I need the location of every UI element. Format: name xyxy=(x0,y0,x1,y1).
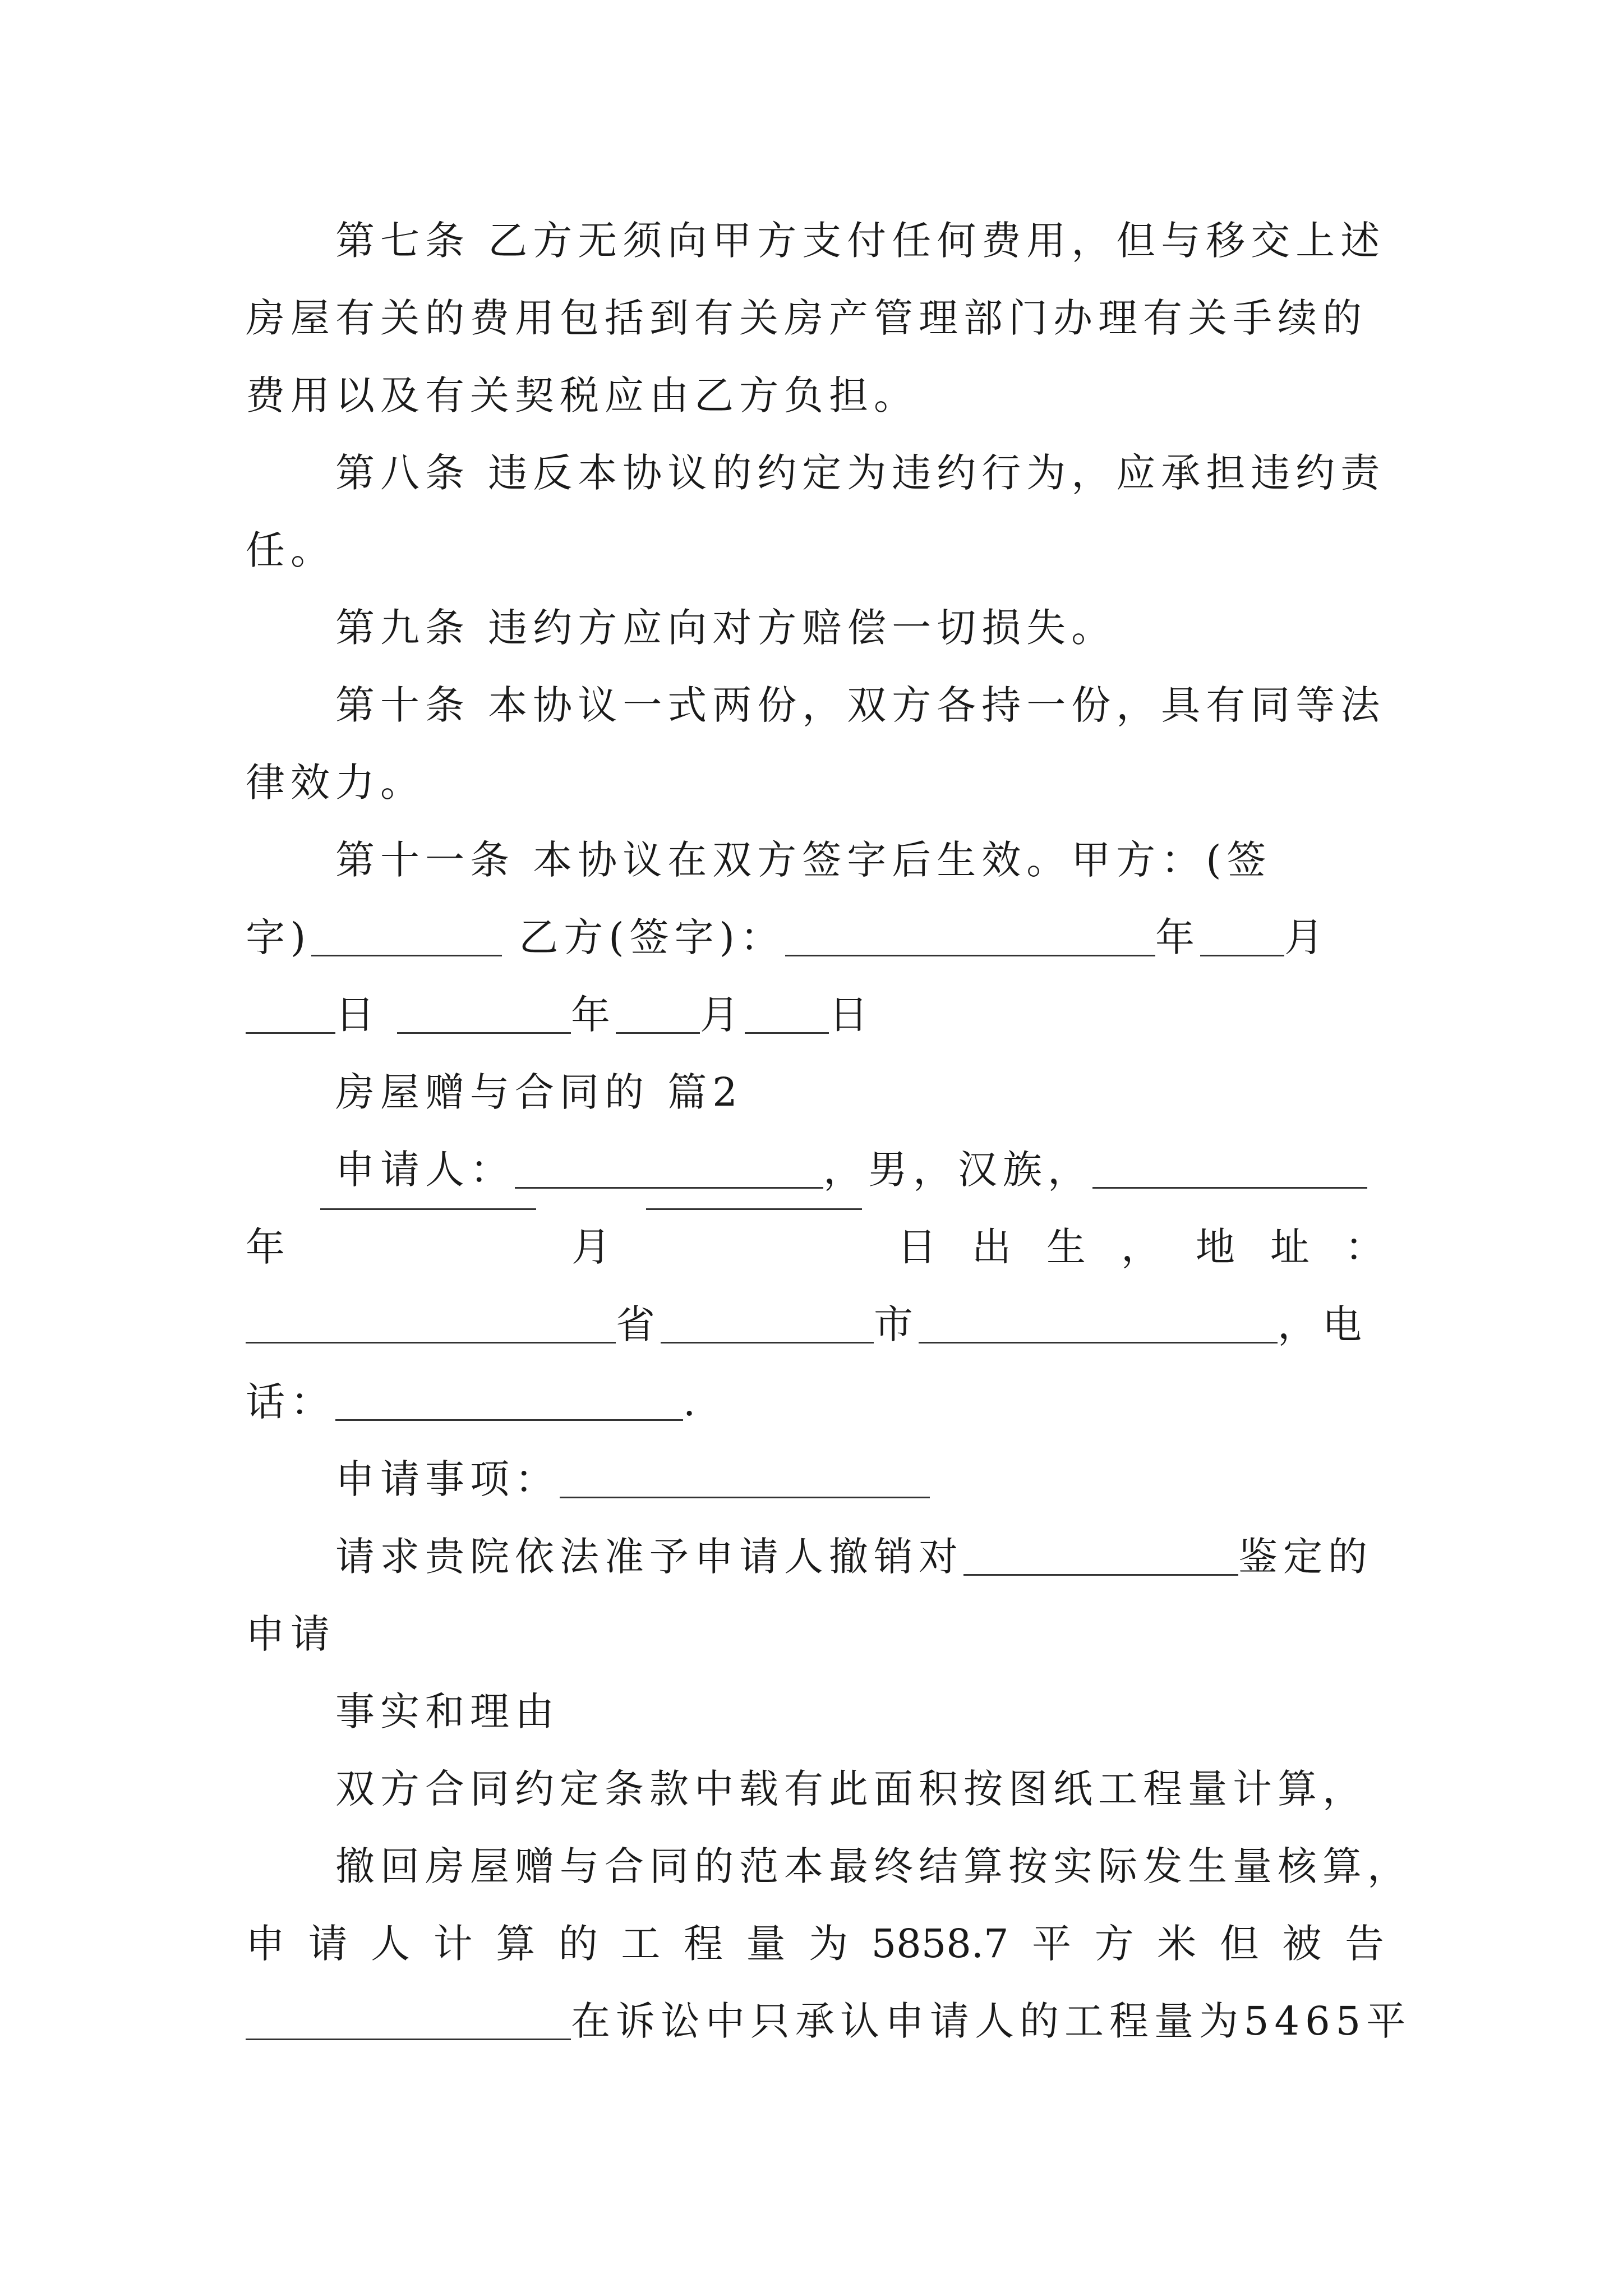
birth-year-label: 年 xyxy=(246,1224,285,1270)
phone-end: . xyxy=(683,1379,702,1425)
facts-char: 计 xyxy=(433,1921,473,1967)
city-label: 市 xyxy=(874,1301,919,1347)
article-8-line-2: 任。 xyxy=(246,527,335,573)
facts-char: 程 xyxy=(683,1921,723,1967)
facts-paragraph-2: 撤回房屋赠与合同的范本最终结算按实际发生量核算， xyxy=(335,1843,1412,1889)
document-body xyxy=(246,202,1412,2060)
facts-paragraph-1: 双方合同约定条款中载有此面积按图纸工程量计算， xyxy=(335,1766,1367,1812)
birth-month-label: 月 xyxy=(571,1224,611,1270)
request-items-blank[interactable] xyxy=(560,1497,930,1498)
article-11-line-1: 第十一条 本协议在双方签字后生效。甲方：(签 xyxy=(335,837,1272,883)
applicant-gender-ethnicity: ，男，汉族， xyxy=(823,1147,1092,1193)
facts-char: 但 xyxy=(1219,1921,1259,1967)
day-label-a: 日 xyxy=(335,992,380,1038)
article-7-line-2: 房屋有关的费用包括到有关房产管理部门办理有关手续的 xyxy=(246,295,1367,341)
section-heading: 房屋赠与合同的 篇2 xyxy=(335,1069,743,1115)
defendant-blank[interactable] xyxy=(246,2039,571,2040)
year-label-b: 年 xyxy=(571,992,616,1038)
day-blank-b[interactable] xyxy=(745,1032,829,1034)
sign-a-tail: 字) xyxy=(246,914,312,960)
applicant-label: 申请人： xyxy=(335,1147,515,1193)
facts-char: 人 xyxy=(371,1921,411,1967)
facts-char: 平 xyxy=(1032,1921,1072,1967)
day-blank-a[interactable] xyxy=(246,1032,335,1034)
sign-month-label: 月 xyxy=(1284,914,1329,960)
born-char-7: ： xyxy=(1345,1224,1384,1270)
article-8-line-1: 第八条 违反本协议的约定为违约行为，应承担违约责 xyxy=(335,450,1386,496)
applicant-line-1 xyxy=(246,1131,1384,1208)
sign-b-label: 乙方(签字)： xyxy=(519,914,785,960)
born-char-3: 生 xyxy=(1046,1224,1086,1270)
phone-prefix: ，电 xyxy=(1278,1301,1367,1347)
facts-char: 告 xyxy=(1344,1921,1384,1967)
province-label: 省 xyxy=(616,1301,661,1347)
facts-char: 方 xyxy=(1094,1921,1134,1967)
born-char-6: 址 xyxy=(1270,1224,1310,1270)
date-line xyxy=(246,976,1384,1053)
facts-char: 算 xyxy=(496,1921,536,1967)
facts-char: 量 xyxy=(746,1921,786,1967)
facts-char: 为 xyxy=(809,1921,849,1967)
sign-year-label: 年 xyxy=(1155,914,1200,960)
facts-char: 工 xyxy=(621,1921,661,1967)
request-items-line xyxy=(246,1441,1384,1518)
phone-blank[interactable] xyxy=(335,1419,683,1421)
signature-line xyxy=(246,899,1384,976)
day-label-b: 日 xyxy=(829,992,874,1038)
article-7-line-3: 费用以及有关契税应由乙方负担。 xyxy=(246,372,919,418)
article-7-line-1: 第七条 乙方无须向甲方支付任何费用，但与移交上述 xyxy=(335,218,1386,264)
facts-char: 米 xyxy=(1157,1921,1197,1967)
facts-paragraph-4 xyxy=(246,1982,1412,2060)
applicant-line-2 xyxy=(246,1208,1384,1286)
applicant-name-blank[interactable] xyxy=(515,1187,823,1189)
applicant-birth-year-blank[interactable] xyxy=(1092,1187,1367,1189)
request-line-1 xyxy=(246,1518,1384,1595)
request-line-2: 申请 xyxy=(246,1611,335,1657)
request-text-post: 鉴定的 xyxy=(1238,1534,1373,1580)
facts-char: 申 xyxy=(246,1921,285,1967)
born-char-2: 出 xyxy=(972,1224,1011,1270)
born-char-1: 日 xyxy=(897,1224,937,1270)
sign-a-blank[interactable] xyxy=(311,955,502,956)
facts-paragraph-3 xyxy=(246,1905,1384,1982)
born-char-5: 地 xyxy=(1196,1224,1235,1270)
facts-char: 的 xyxy=(558,1921,598,1967)
facts-number: 5858.7 xyxy=(871,1921,1009,1967)
article-10-line-2: 律效力。 xyxy=(246,760,425,806)
address-province-blank[interactable] xyxy=(246,1342,616,1343)
birth-day-blank[interactable] xyxy=(646,1208,862,1210)
month-label-b: 月 xyxy=(700,992,745,1038)
facts-char: 被 xyxy=(1282,1921,1322,1967)
year-blank-b[interactable] xyxy=(397,1032,571,1034)
applicant-line-3 xyxy=(246,1286,1384,1363)
facts-heading: 事实和理由 xyxy=(335,1688,560,1734)
address-detail-blank[interactable] xyxy=(919,1342,1278,1343)
sign-b-blank[interactable] xyxy=(785,955,1155,956)
article-9: 第九条 违约方应向对方赔偿一切损失。 xyxy=(335,605,1117,651)
born-char-4: ， xyxy=(1121,1224,1160,1270)
address-city-blank[interactable] xyxy=(661,1342,874,1343)
sign-month-blank[interactable] xyxy=(1200,955,1284,956)
request-target-blank[interactable] xyxy=(963,1574,1238,1576)
month-blank-b[interactable] xyxy=(616,1032,700,1034)
applicant-line-4 xyxy=(246,1363,1384,1441)
facts-paragraph-4-text: 在诉讼中只承认申请人的工程量为5465平 xyxy=(571,1998,1412,2044)
request-text-pre: 请求贵院依法准予申请人撤销对 xyxy=(335,1534,963,1580)
birth-month-blank[interactable] xyxy=(320,1208,536,1210)
facts-char: 请 xyxy=(308,1921,348,1967)
article-10-line-1: 第十条 本协议一式两份，双方各持一份，具有同等法 xyxy=(335,682,1386,728)
phone-label: 话： xyxy=(246,1379,335,1425)
request-items-label: 申请事项： xyxy=(335,1456,560,1502)
